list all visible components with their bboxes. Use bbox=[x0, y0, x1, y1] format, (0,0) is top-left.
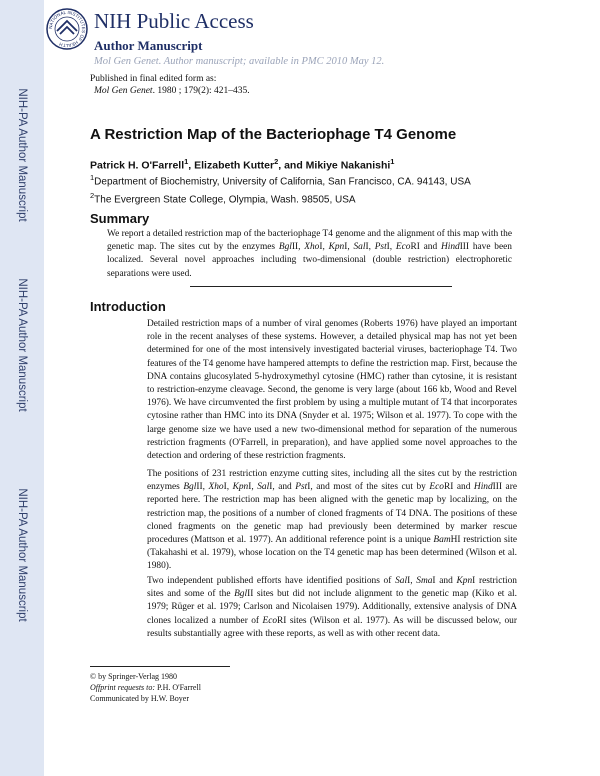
copyright-note: © by Springer-Verlag 1980 bbox=[90, 672, 178, 681]
footnote-divider bbox=[90, 666, 230, 667]
intro-paragraph-2: The positions of 231 restriction enzyme cutting sites, including all the sites cut by the restriction enzymes BglII, XhoI, KpnI, SalI, and PstI, and most of the sites cut by EcoRI and HindIII are reported here. The restriction map has been aligned with the genetic map by localizing, on the restriction map, the positions of a number of cloned fragments of T4 DNA. The positions of these cloned fragments on the genetic map had previously been determined by marker rescue procedures (Mattson et al. 1977). An additional reference point is a unique BamHI restriction site (Takahashi et al. 1979), whose location on the T4 genetic map has been determined (Wilson et al. 1980). bbox=[147, 469, 518, 572]
citation-details: . 1980 ; 179(2): 421–435. bbox=[152, 86, 250, 96]
author-separator: , bbox=[188, 159, 195, 172]
author-list bbox=[90, 157, 394, 172]
author-affiliation-mark: 2 bbox=[274, 157, 279, 166]
intro-paragraph-1: Detailed restriction maps of a number of viral genomes (Roberts 1976) have played an important role in the recent analyses of these systems. However, a detailed physical map has not yet been determined for one of the most intensively investigated bacterial viruses, bacteriophage T4. Two features of the T4 genome have hampered attempts to define the restriction map. First, because the DNA contains glucosylated 5-hydroxymethyl cytosine (HMC) rather than cytosine, it is resistant to restriction-enzyme cleavage. Second, the genome is very large (about 166 kb, Wood and Revel 1976). We have circumvented the first problem by using a multiple mutant of T4 that incorporates cytosine rather than HMC into its DNA (Snyder et al. 1975; Wilson et al. 1977). To cope with the large genome size we have used a new two-dimensional method for separation of the numerous restriction fragments (O'Farrell, in preparation), and have applied some novel approaches to the detection and ordering of these restriction fragments. bbox=[147, 319, 517, 462]
author-affiliation-mark: 1 bbox=[184, 157, 189, 166]
offprint-name: P.H. O'Farrell bbox=[155, 683, 201, 692]
author-name: Mikiye Nakanishi bbox=[305, 159, 391, 172]
introduction-heading: Introduction bbox=[90, 299, 166, 314]
summary-text: We report a detailed restriction map of the bacteriophage T4 genome and the alignment of this map with the genetic map. The sites cut by the enzymes BglII, XhoI, KpnI, SalI, PstI, EcoRI and HindIII have been localized. Several novel approaches including two-dimensional (double restriction) electrophoretic separations were used. bbox=[107, 229, 512, 279]
nih-logo-icon bbox=[46, 8, 88, 50]
offprint-note bbox=[90, 683, 201, 692]
nih-public-access-title: NIH Public Access bbox=[94, 9, 254, 33]
svg-text:NATIONAL INSTITUTES OF HEALTH bbox=[48, 10, 86, 48]
nih-sidebar bbox=[0, 0, 44, 776]
citation bbox=[94, 86, 250, 96]
summary-heading: Summary bbox=[90, 211, 150, 226]
offprint-label: Offprint requests to: bbox=[90, 683, 156, 692]
sidebar-label: NIH-PA Author Manuscript bbox=[16, 278, 28, 412]
affiliation-mark: 2 bbox=[90, 191, 95, 200]
affiliation bbox=[90, 173, 471, 187]
author-separator: , and bbox=[278, 159, 306, 172]
journal-name: Mol Gen Genet bbox=[94, 86, 153, 96]
communicated-note: Communicated by H.W. Boyer bbox=[90, 694, 190, 703]
paper-title: A Restriction Map of the Bacteriophage T4 Genome bbox=[90, 126, 457, 143]
author-manuscript-label: Author Manuscript bbox=[94, 38, 203, 53]
affiliation-text: The Evergreen State College, Olympia, Wash. 98505, USA bbox=[94, 194, 356, 206]
sidebar-label: NIH-PA Author Manuscript bbox=[16, 88, 28, 222]
affiliation bbox=[90, 191, 356, 205]
logo-text: NATIONAL INSTITUTES OF HEALTH bbox=[47, 9, 87, 49]
affiliation-mark: 1 bbox=[90, 173, 95, 182]
section-divider bbox=[190, 286, 452, 287]
sidebar-label: NIH-PA Author Manuscript bbox=[16, 488, 28, 622]
intro-paragraph-3: Two independent published efforts have identified positions of SalI, SmaI and KpnI restriction sites and some of the BglII sites but did not include alignment to the genetic map (Kiko et al. 1979; Rüger et al. 1979; Carlson and Nicolaisen 1979). Additionally, extensive analysis of DNA clones localized a number of EcoRI sites (Wilson et al. 1977). As will be discussed below, our results substantially agree with these reports, as well as with other recent data. bbox=[147, 576, 517, 639]
author-name: Patrick H. O'Farrell bbox=[90, 159, 185, 172]
author-affiliation-mark: 1 bbox=[390, 157, 395, 166]
pmc-availability-line: Mol Gen Genet. Author manuscript; available in PMC 2010 May 12. bbox=[94, 56, 385, 67]
affiliation-text: Department of Biochemistry, University of California, San Francisco, CA. 94143, USA bbox=[94, 176, 471, 188]
author-name: Elizabeth Kutter bbox=[194, 159, 275, 172]
published-label: Published in final edited form as: bbox=[90, 74, 217, 84]
